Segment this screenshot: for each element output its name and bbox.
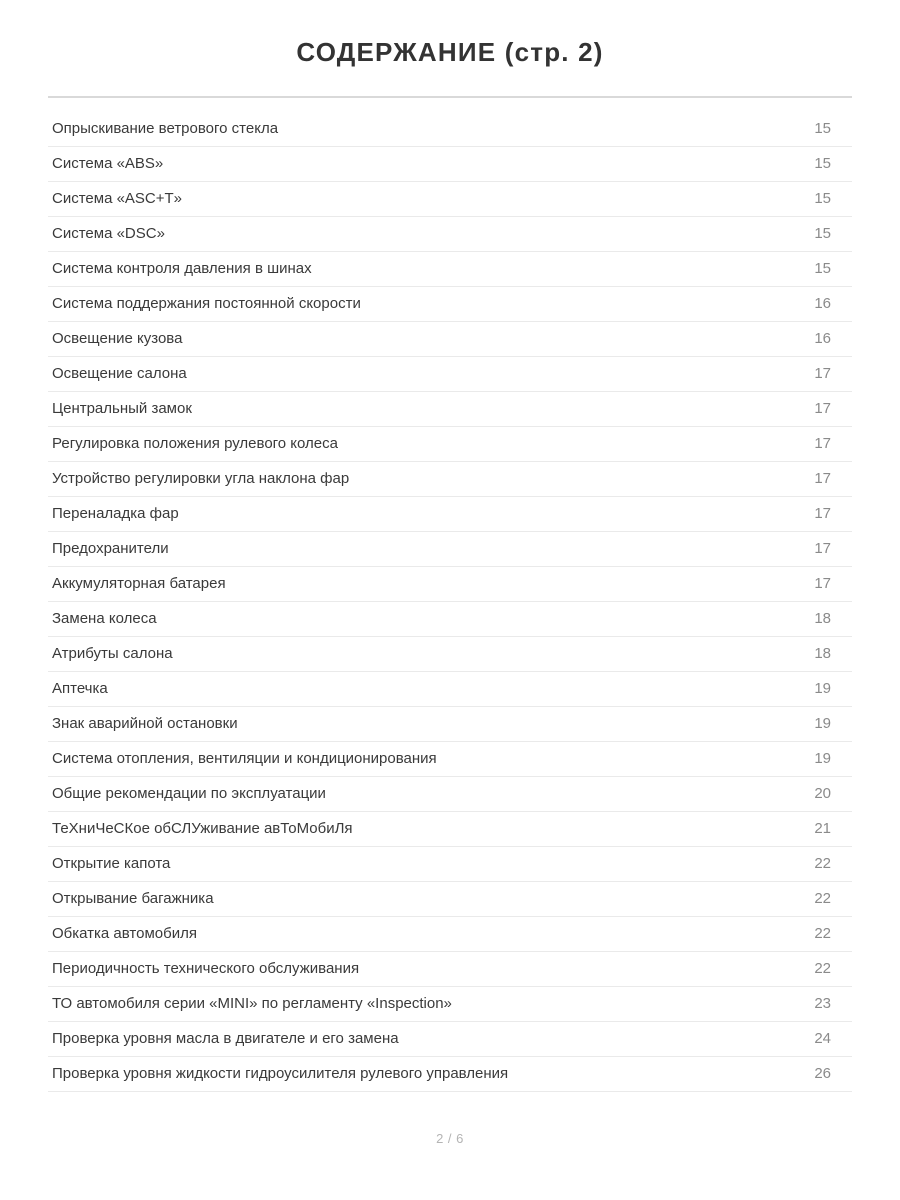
- toc-entry-title: Аккумуляторная батарея: [52, 575, 226, 592]
- toc-row[interactable]: [48, 637, 852, 672]
- toc-entry-title: Проверка уровня масла в двигателе и его замена: [52, 1030, 399, 1047]
- toc-row[interactable]: [48, 742, 852, 777]
- toc-row[interactable]: [48, 532, 852, 567]
- toc-entry-page-number: 19: [814, 680, 831, 697]
- toc-row[interactable]: [48, 917, 852, 952]
- toc-row[interactable]: [48, 427, 852, 462]
- toc-entry-page-number: 15: [814, 225, 831, 242]
- toc-entry-page-number: 19: [814, 750, 831, 767]
- toc-row[interactable]: [48, 357, 852, 392]
- toc-entry-title: Система поддержания постоянной скорости: [52, 295, 361, 312]
- toc-entry-page-number: 15: [814, 120, 831, 137]
- toc-entry-page-number: 17: [814, 540, 831, 557]
- toc-entry-title: Атрибуты салона: [52, 645, 173, 662]
- toc-entry-title: Проверка уровня жидкости гидроусилителя рулевого управления: [52, 1065, 509, 1082]
- toc-entry-page-number: 17: [814, 365, 831, 382]
- toc-entry-page-number: 21: [814, 820, 831, 837]
- toc-entry-title: Аптечка: [52, 680, 108, 697]
- toc-entry-page-number: 22: [814, 855, 831, 872]
- toc-row[interactable]: [48, 952, 852, 987]
- toc-entry-page-number: 18: [814, 645, 831, 662]
- toc-entry-title: Система контроля давления в шинах: [52, 260, 312, 277]
- toc-entry-page-number: 22: [814, 960, 831, 977]
- toc-entry-title: Общие рекомендации по эксплуатации: [52, 785, 326, 802]
- toc-entry-page-number: 23: [814, 995, 831, 1012]
- toc-entry-page-number: 22: [814, 925, 831, 942]
- toc-row[interactable]: [48, 322, 852, 357]
- toc-row[interactable]: [48, 882, 852, 917]
- toc-row[interactable]: [48, 287, 852, 322]
- page-footer: 2 / 6: [436, 1131, 464, 1146]
- toc-entry-title: Предохранители: [52, 540, 169, 557]
- toc-entry-title: ТеХниЧеСКое обСЛУживание авТоМобиЛя: [52, 820, 353, 837]
- page-title: СОДЕРЖАНИЕ (стр. 2): [296, 37, 604, 67]
- toc-row[interactable]: [48, 567, 852, 602]
- toc-entry-page-number: 17: [814, 505, 831, 522]
- toc-row[interactable]: [48, 707, 852, 742]
- title-divider: [48, 96, 852, 98]
- toc-entry-page-number: 17: [814, 400, 831, 417]
- toc-entry-page-number: 15: [814, 260, 831, 277]
- toc-entry-page-number: 17: [814, 470, 831, 487]
- toc-entry-title: Освещение кузова: [52, 330, 183, 347]
- toc-row[interactable]: [48, 182, 852, 217]
- toc-entry-title: Знак аварийной остановки: [52, 715, 238, 732]
- toc-entry-title: Замена колеса: [52, 610, 157, 627]
- toc-row[interactable]: [48, 1022, 852, 1057]
- toc-row[interactable]: [48, 252, 852, 287]
- toc-entry-page-number: 15: [814, 155, 831, 172]
- toc-entry-title: Центральный замок: [52, 400, 192, 417]
- toc-row[interactable]: [48, 112, 852, 147]
- toc-entry-page-number: 16: [814, 330, 831, 347]
- toc-row[interactable]: [48, 672, 852, 707]
- table-of-contents: [48, 112, 852, 1092]
- toc-entry-page-number: 16: [814, 295, 831, 312]
- toc-entry-title: Периодичность технического обслуживания: [52, 960, 360, 977]
- toc-entry-title: Устройство регулировки угла наклона фар: [52, 470, 350, 487]
- toc-row[interactable]: [48, 602, 852, 637]
- toc-entry-page-number: 17: [814, 435, 831, 452]
- toc-entry-page-number: 15: [814, 190, 831, 207]
- toc-entry-title: Переналадка фар: [52, 505, 179, 522]
- toc-entry-title: Опрыскивание ветрового стекла: [52, 120, 279, 137]
- toc-row[interactable]: [48, 987, 852, 1022]
- toc-entry-page-number: 24: [814, 1030, 831, 1047]
- toc-entry-title: Система «DSC»: [52, 225, 165, 242]
- toc-entry-title: Регулировка положения рулевого колеса: [52, 435, 338, 452]
- toc-row[interactable]: [48, 812, 852, 847]
- toc-entry-page-number: 22: [814, 890, 831, 907]
- toc-row[interactable]: [48, 847, 852, 882]
- toc-entry-title: Система «ASC+T»: [52, 190, 183, 207]
- toc-row[interactable]: [48, 497, 852, 532]
- toc-row[interactable]: [48, 777, 852, 812]
- toc-entry-title: ТО автомобиля серии «MINI» по регламенту «Inspection»: [52, 995, 452, 1012]
- toc-entry-title: Система отопления, вентиляции и кондиционирования: [52, 750, 437, 767]
- toc-entry-page-number: 19: [814, 715, 831, 732]
- toc-row[interactable]: [48, 1057, 852, 1092]
- toc-entry-page-number: 18: [814, 610, 831, 627]
- toc-entry-title: Освещение салона: [52, 365, 187, 382]
- toc-row[interactable]: [48, 462, 852, 497]
- toc-entry-title: Система «ABS»: [52, 155, 164, 172]
- toc-row[interactable]: [48, 147, 852, 182]
- toc-entry-title: Обкатка автомобиля: [52, 925, 197, 942]
- toc-row[interactable]: [48, 217, 852, 252]
- toc-row[interactable]: [48, 392, 852, 427]
- toc-entry-page-number: 20: [814, 785, 831, 802]
- toc-entry-page-number: 26: [814, 1065, 831, 1082]
- toc-entry-title: Открывание багажника: [52, 890, 214, 907]
- toc-entry-page-number: 17: [814, 575, 831, 592]
- toc-entry-title: Открытие капота: [52, 855, 171, 872]
